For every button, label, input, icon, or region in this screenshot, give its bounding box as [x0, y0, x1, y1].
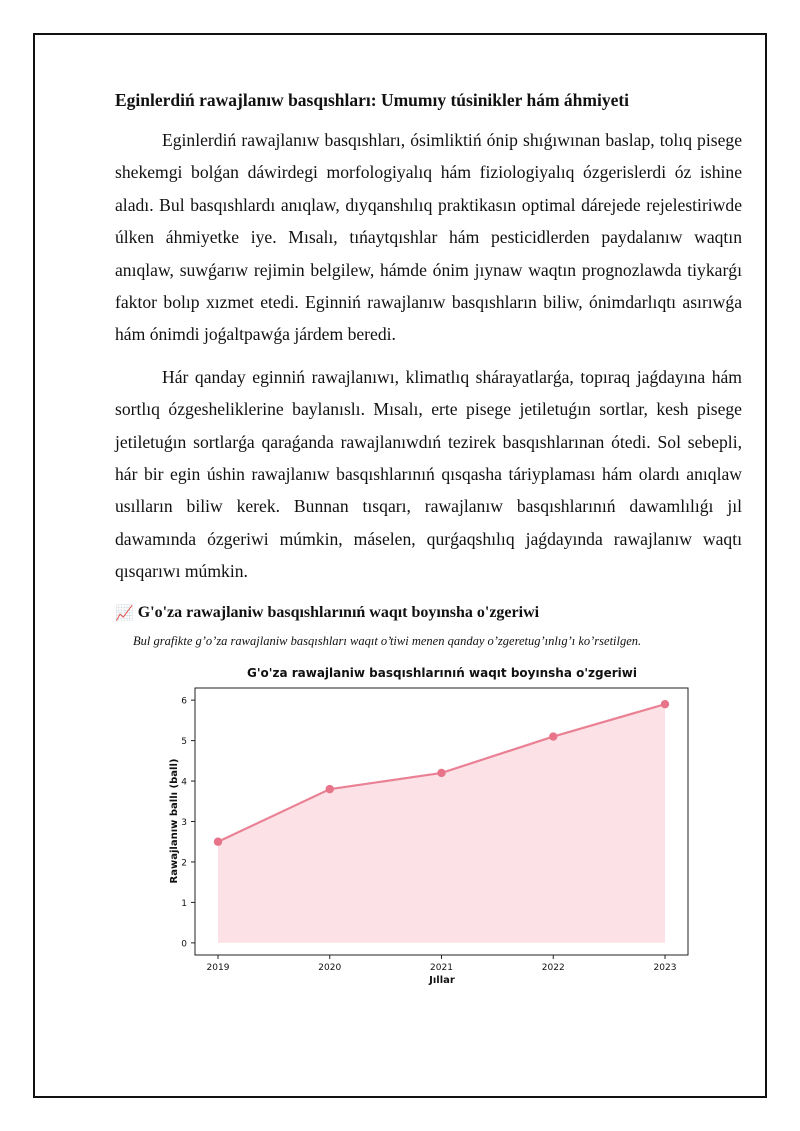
y-tick-label: 4: [181, 777, 187, 788]
y-tick-label: 6: [181, 696, 187, 707]
y-tick-label: 1: [181, 898, 187, 909]
figure-title-text: G'o'za rawajlaniw basqıshlarınıń waqıt boyınsha o'zgeriwi: [137, 604, 540, 621]
area-chart: [160, 658, 700, 988]
document-heading: Eginlerdiń rawajlanıw basqıshları: Umumıy túsinikler hám áhmiyeti: [115, 90, 630, 110]
area-fill: [218, 704, 665, 943]
y-tick-label: 3: [181, 818, 187, 828]
figure-caption: Bul grafikte g’o’za rawajlaniw basqıshları waqıt o’tiwi menen qanday o’zgeretug’ınlıg’ı ko’rsetilgen.: [133, 634, 642, 648]
data-point: [661, 700, 669, 708]
y-axis-label: Rawajlanıw ballı (ball): [169, 758, 180, 884]
data-point: [437, 769, 445, 777]
paragraph-2: Hár qanday eginniń rawajlanıwı, klimatlıq shárayatlarǵa, topıraq jaǵdayına hám sortlıq ózgesheliklerine baylanıslı. Mısalı, erte pisege jetiletuǵın sortlar, kesh pisege jetiletuǵın sortlarǵa qaraǵanda rawajlanıwdıń tezirek basqıshlarınan ótedi. Sol sebepli, hár bir egin úshin rawajlanıw basqıshlarınıń qısqasha táriyplaması hám olardı anıqlaw usılların biliw kerek. Bunnan tısqarı, rawajlanıw basqıshlarınıń dawamlılıǵı jıl dawamında ózgeriwi múmkin, máselen, qurǵaqshılıq jaǵdayında rawajlanıw waqtı qısqarıwı múmkin.: [115, 366, 742, 582]
chart-increasing-icon: 📈: [115, 604, 134, 622]
paragraph-1: Eginlerdiń rawajlanıw basqıshları, ósimliktiń ónip shıǵıwınan baslap, tolıq pisege shekemgi bolǵan dáwirdegi morfologiyalıq hám fiziologiyalıq ózgerislerdi óz ishine aladı. Bul basqıshlardı anıqlaw, dıyqanshılıq praktikasın optimal dárejede rejelestiriwde úlken áhmiyetke iye. Mısalı, tıńaytqıshlar hám pesticidlerden paydalanıw waqtın anıqlaw, suwǵarıw rejimin belgilew, hámde ónim jıynaw waqtın prognozlawda tiykarǵı faktor bolıp xızmet etedi. Eginniń rawajlanıw basqıshların biliw, ónimdarlıqtı asırıwǵa hám ónimdi joǵaltpawǵa járdem beredi.: [115, 130, 742, 345]
data-point: [326, 785, 334, 793]
chart-title: G'o'za rawajlaniw basqıshlarınıń waqıt boyınsha o'zgeriwi: [247, 666, 637, 680]
x-axis-label: Jıllar: [429, 975, 455, 986]
x-tick-label: 2023: [653, 963, 677, 973]
y-tick-label: 5: [181, 737, 187, 748]
chart-container: [160, 658, 700, 988]
x-tick-label: 2021: [430, 963, 453, 973]
plot-layer: [181, 697, 676, 973]
document-body: [115, 88, 742, 598]
data-point: [549, 732, 557, 740]
y-tick-label: 2: [181, 858, 187, 869]
x-tick-label: 2019: [206, 963, 230, 973]
x-tick-label: 2020: [318, 963, 342, 973]
x-tick-label: 2022: [541, 963, 565, 973]
data-point: [214, 838, 222, 846]
y-tick-label: 0: [181, 939, 187, 950]
figure-title: [115, 604, 539, 622]
